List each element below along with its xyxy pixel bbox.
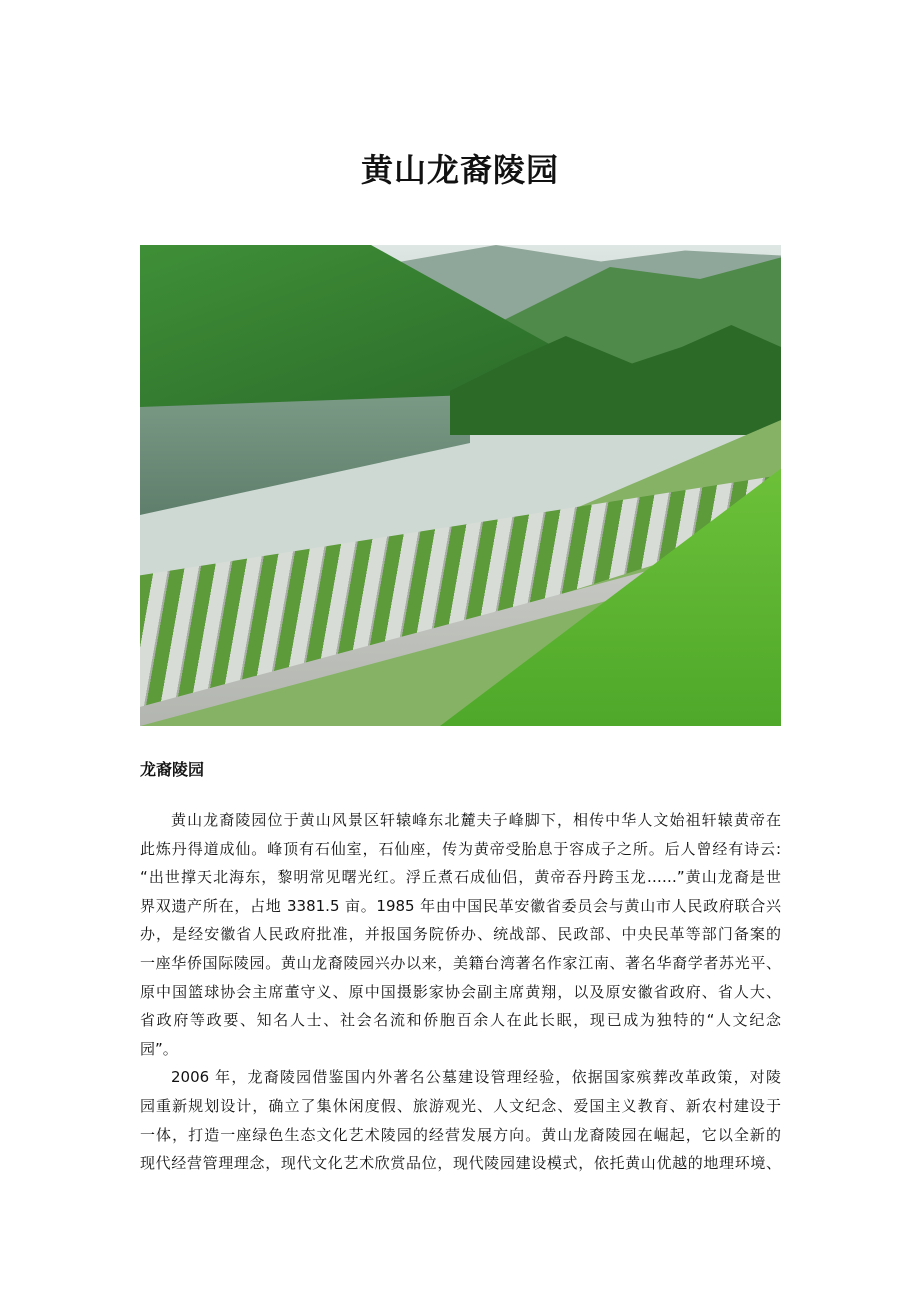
text-line: 原中国篮球协会主席董守义、原中国摄影家协会副主席黄翔，以及原安徽省政府、省人大、: [140, 982, 781, 1001]
article-body: [140, 806, 781, 1178]
paragraph-1: [140, 806, 781, 1063]
text-line: 办，是经安徽省人民政府批准，并报国务院侨办、统战部、民政部、中央民革等部门备案的: [140, 925, 781, 944]
text-line: 一座华侨国际陵园。黄山龙裔陵园兴办以来，美籍台湾著名作家江南、著名华裔学者苏光平、: [140, 953, 781, 972]
text-line: “出世撑天北海东，黎明常见曙光红。浮丘煮石成仙侣，黄帝吞丹跨玉龙……”黄山龙裔是世: [140, 868, 781, 887]
page-title: 黄山龙裔陵园: [360, 151, 559, 189]
text-line: 2006 年，龙裔陵园借鉴国内外著名公墓建设管理经验，依据国家殡葬改革政策，对陵: [171, 1068, 781, 1087]
text-line: 省政府等政要、知名人士、社会名流和侨胞百余人在此长眠，现已成为独特的“人文纪念: [140, 1011, 781, 1030]
text-line: 此炼丹得道成仙。峰顶有石仙室，石仙座，传为黄帝受胎息于容成子之所。后人曾经有诗云:: [140, 839, 781, 858]
paragraph-2: [140, 1063, 781, 1177]
text-line: 现代经营管理理念，现代文化艺术欣赏品位，现代陵园建设模式，依托黄山优越的地理环境、: [140, 1154, 781, 1173]
text-line: 园”。: [140, 1039, 178, 1058]
text-line: 一体，打造一座绿色生态文化艺术陵园的经营发展方向。黄山龙裔陵园在崛起，它以全新的: [140, 1125, 781, 1144]
cemetery-landscape-photo: [140, 245, 781, 726]
text-line: 黄山龙裔陵园位于黄山风景区轩辕峰东北麓夫子峰脚下，相传中华人文始祖轩辕黄帝在: [171, 811, 781, 829]
text-line: 界双遗产所在，占地 3381.5 亩。1985 年由中国民革安徽省委员会与黄山市人民政府联合兴: [140, 896, 781, 915]
section-heading: 龙裔陵园: [140, 760, 205, 779]
text-line: 园重新规划设计，确立了集休闲度假、旅游观光、人文纪念、爱国主义教育、新农村建设于: [140, 1096, 781, 1115]
